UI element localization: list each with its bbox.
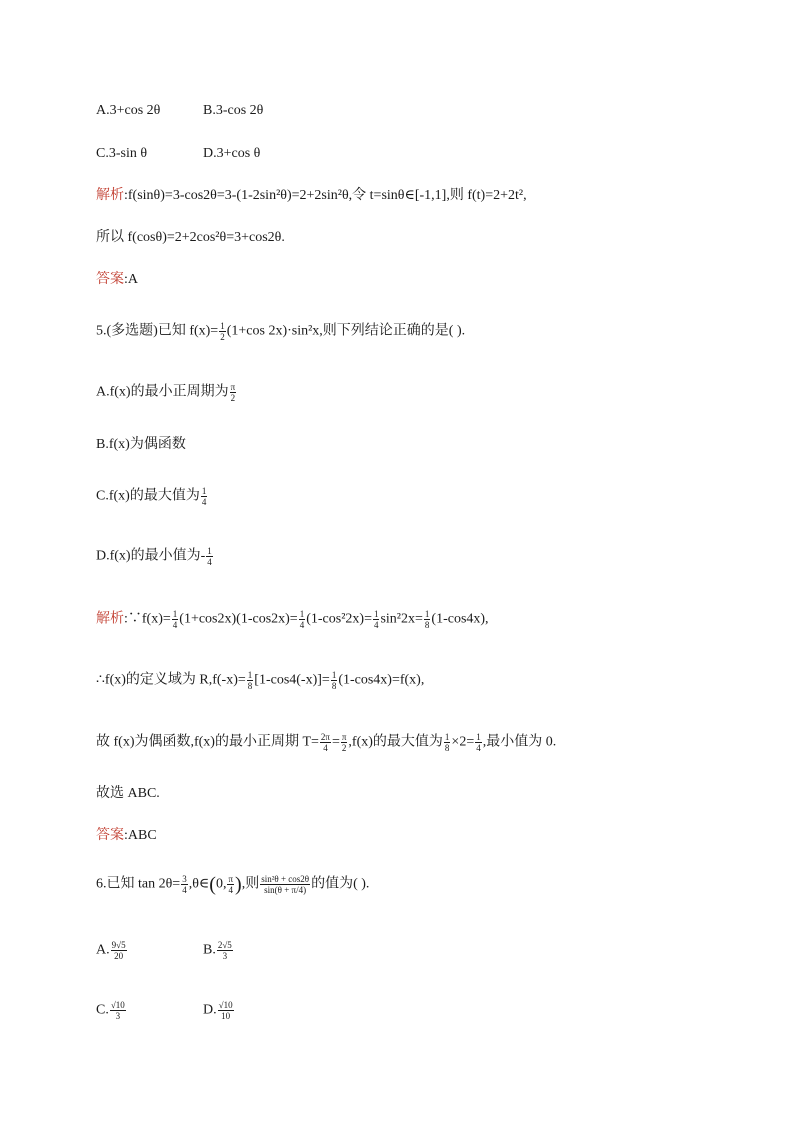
q5-option-d: D.f(x)的最小值为- $\frac{1}{4}$	[96, 546, 212, 567]
fraction: $\frac{1}{4}$	[207, 546, 212, 567]
analysis-label: 解析	[96, 188, 124, 203]
q5-answer: 答案:ABC	[96, 828, 157, 843]
fraction: $\frac{1}{8}$	[444, 732, 450, 753]
q5-analysis-line3: 故 f(x)为偶函数,f(x)的最小正周期 T= $\frac{2\pi}{4}$ = $\frac{\pi}{2}$ ,f(x)的最大值为 $\frac{1}{8}$ ×2= $\frac{1}{4}$ ,最小值为 0.	[96, 732, 557, 753]
left-paren: (	[209, 873, 216, 896]
fraction: $\frac{1}{2}$	[220, 321, 225, 342]
fraction: $\frac{1}{4}$	[201, 486, 207, 507]
fraction: $\frac{2√5}{3}$	[217, 940, 232, 961]
q6-stem: 6.已知 tan 2θ= $\frac{3}{4}$ ,θ∈(0, $\frac{\pi}{4}$ ),则 $\frac{\text{sin²θ + cos2θ}}{\sin(\theta + \pi/4)}$ 的值为( ).	[96, 873, 370, 896]
q4-option-a: A.3+cos 2θ	[96, 103, 161, 118]
q5-analysis-line2: ∴f(x)的定义域为 R,f(-x)= $\frac{1}{8}$ [1-cos4(-x)]= $\frac{1}{8}$ (1-cos4x)=f(x),	[96, 670, 425, 691]
q6-option-b: B. $\frac{2√5}{3}$	[203, 940, 232, 961]
fraction: $\frac{1}{4}$	[172, 609, 178, 630]
fraction: $\frac{1}{8}$	[247, 670, 253, 691]
fraction: $\frac{2\pi}{4}$	[320, 732, 330, 753]
q4-analysis-line2: 所以 f(cosθ)=2+2cos²θ=3+cos2θ.	[96, 230, 285, 245]
expression-fraction: $\frac{\text{sin²θ + cos2θ}}{\sin(\theta + \pi/4)}$	[261, 874, 310, 895]
fraction: $\frac{√10}{10}$	[218, 1000, 233, 1021]
answer-label: 答案	[96, 272, 124, 287]
q5-stem: 5.(多选题)已知 f(x)= $\frac{1}{2}$ (1+cos 2x)·sin²x,则下列结论正确的是( ).	[96, 321, 466, 342]
fraction: $\frac{\pi}{2}$	[230, 382, 236, 403]
analysis-label: 解析	[96, 611, 124, 627]
answer-label: 答案	[96, 828, 124, 843]
fraction: $\frac{1}{8}$	[424, 609, 430, 630]
q4-option-d: D.3+cos θ	[203, 146, 261, 161]
fraction: $\frac{1}{4}$	[373, 609, 379, 630]
q4-analysis-line1: 解析:f(sinθ)=3-cos2θ=3-(1-2sin²θ)=2+2sin²θ,令 t=sinθ∈[-1,1],则 f(t)=2+2t²,	[96, 188, 527, 203]
fraction: $\frac{\pi}{4}$	[228, 874, 234, 895]
fraction: $\frac{1}{4}$	[299, 609, 305, 630]
q6-option-d: D. $\frac{√10}{10}$	[203, 1000, 233, 1021]
q5-analysis-line1: 解析:∵f(x)= $\frac{1}{4}$ (1+cos2x)(1-cos2x)= $\frac{1}{4}$ (1-cos²2x)= $\frac{1}{4}$ sin²2x= $\frac{1}{8}$ (1-cos4x),	[96, 609, 489, 630]
q6-option-c: C. $\frac{√10}{3}$	[96, 1000, 125, 1021]
fraction: $\frac{√10}{3}$	[110, 1000, 125, 1021]
fraction: $\frac{\pi}{2}$	[341, 732, 347, 753]
q5-option-a: A.f(x)的最小正周期为 $\frac{\pi}{2}$	[96, 382, 236, 403]
q5-option-c: C.f(x)的最大值为 $\frac{1}{4}$	[96, 486, 207, 507]
q6-option-a: A. $\frac{9√5}{20}$	[96, 940, 126, 961]
right-paren: )	[235, 873, 242, 896]
fraction: $\frac{1}{8}$	[331, 670, 337, 691]
fraction: $\frac{3}{4}$	[182, 874, 187, 895]
q5-option-b: B.f(x)为偶函数	[96, 437, 186, 452]
fraction: $\frac{9√5}{20}$	[111, 940, 126, 961]
q4-option-c: C.3-sin θ	[96, 146, 148, 161]
q4-answer: 答案:A	[96, 272, 138, 287]
q4-option-b: B.3-cos 2θ	[203, 103, 264, 118]
q5-analysis-line4: 故选 ABC.	[96, 786, 160, 801]
fraction: $\frac{1}{4}$	[476, 732, 481, 753]
